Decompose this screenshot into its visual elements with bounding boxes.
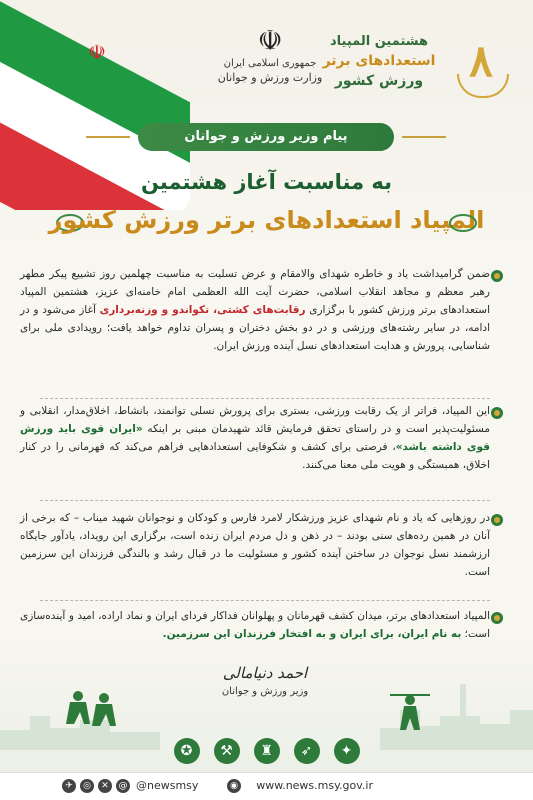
ornament-right-icon (449, 214, 477, 232)
olympiad-line3: ورزش کشور (334, 73, 424, 89)
olympiad-line1: هشتمین المپیاد (329, 34, 428, 49)
weightlifting-icon: ⚒ (214, 738, 240, 764)
running-icon: ➶ (294, 738, 320, 764)
website-link[interactable]: www.news.msy.gov.ir (256, 779, 373, 792)
paragraph-4: المپیاد استعدادهای برتر، میدان کشف قهرمانان و پهلوانان فداکار فردای ایران و نماد اراده، امید و آینده‌سازی است؛ به نام ایران، برای ایران و به افتخار فرزندان این سرزمین. (20, 610, 490, 640)
instagram-icon[interactable]: ◎ (80, 779, 94, 793)
highlight-closing: به نام ایران، برای ایران و به افتخار فرزندان این سرزمین. (162, 628, 462, 640)
highlight-sports: رقابت‌های کشتی، تکواندو و وزنه‌برداری (99, 304, 306, 316)
emblem-icon: ☫ (257, 24, 283, 57)
ministry-line2: وزارت ورزش و جوانان (217, 71, 323, 84)
signature-name: احمد دنیامالی (222, 664, 308, 682)
flag-emblem-icon: ☫ (88, 40, 106, 64)
olympiad-line2: استعدادهای برتر (322, 53, 436, 69)
karate-icon: ✦ (334, 738, 360, 764)
highlight-quote: «ایران قوی باید ورزش قوی داشته باشد» (20, 423, 490, 453)
bullet-icon (491, 612, 503, 624)
heading-line1: به مناسبت آغاز هشتمین (140, 170, 393, 194)
sport-icons-row (0, 738, 533, 766)
wrestling-icon: ♜ (254, 738, 280, 764)
heading-line2: المپیاد استعدادهای برتر ورزش کشور (48, 206, 485, 234)
olympiad-8-logo (451, 30, 511, 100)
telegram-icon[interactable]: ✈ (62, 779, 76, 793)
threads-icon[interactable]: @ (116, 779, 130, 793)
bullet-icon (491, 514, 503, 526)
footer-bar (0, 772, 533, 800)
signature-role: وزیر ورزش و جوانان (221, 686, 309, 697)
bullet-icon (491, 270, 503, 282)
paragraph-3: در روزهایی که یاد و نام شهدای عزیز ورزشکار لامرد فارس و کودکان و نوجوانان شهید میناب – که برخی از آنان در همین رده‌های سنی بودند – در ذهن و دل مردم ایران زنده است، برگزاری این رویداد، یادآور جایگاه ارزشمند نسل نوجوان در ساختن آینده کشور و مسئولیت ما در قبال رشد و بالندگی فرزندان این سرزمین است. (20, 512, 490, 578)
bullet-icon (491, 407, 503, 419)
signature-block (200, 664, 330, 697)
paragraph-2: این المپیاد، فراتر از یک رقابت ورزشی، بستری برای پرورش نسلی توانمند، بانشاط، اخلاق‌مدار، انقلابی و مسئولیت‌پذیر است و در راستای تحقق فرمایش قائد شهیدمان مبنی بر اینکه «ایران قوی باید ورزش قوی داشته باشد»، فرصتی برای کشف و شکوفایی استعدادهایی فراهم می‌کند که قهرمانی را در کنار اخلاق، همبستگی و هویت ملی معنا می‌کنند. (20, 405, 490, 471)
divider (40, 398, 490, 399)
olympiad-number: ۸ (469, 36, 493, 87)
globe-icon: ◉ (227, 779, 241, 793)
divider (40, 500, 490, 501)
taekwondo-icon: ✪ (174, 738, 200, 764)
x-icon[interactable]: ✕ (98, 779, 112, 793)
divider (40, 600, 490, 601)
olympiad-title (309, 34, 449, 89)
social-handle[interactable]: @newsmsy (136, 779, 199, 792)
wreath-icon (457, 74, 509, 98)
ministry-line1: جمهوری اسلامی ایران (223, 58, 317, 69)
message-banner: پیام وزیر ورزش و جوانان (138, 123, 394, 151)
paragraph-1: ضمن گرامیداشت یاد و خاطره شهدای والامقام و عرض تسلیت به مناسبت چهلمین روز تشییع پیکر مطهر رهبر معظم و مجاهد انقلاب اسلامی، حضرت آیت الله العظمی امام خامنه‌ای عزیز، هشتمین المپیاد استعدادهای برتر ورزش کشور با برگزاری رقابت‌های کشتی، تکواندو و وزنه‌برداری آغاز می‌شود و در ادامه، در سایر رشته‌های ورزشی و در دو بخش دختران و پسران تداوم خواهد یافت؛ رویدادی ملی برای شناسایی، پرورش و هدایت استعدادهای نسل آینده ورزش ایران. (20, 268, 490, 352)
